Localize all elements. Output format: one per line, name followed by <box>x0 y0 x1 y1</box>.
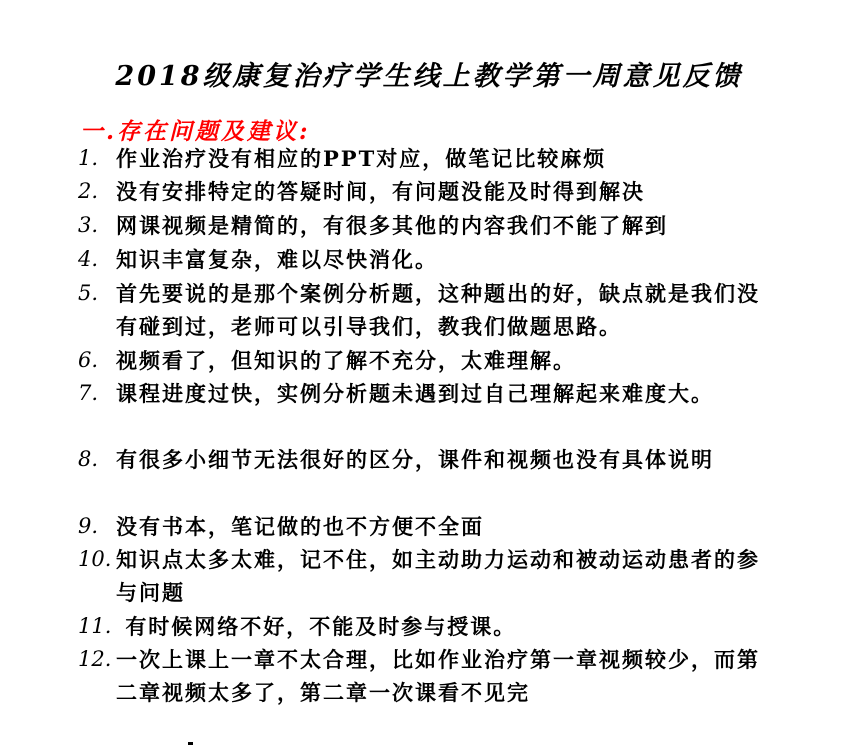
item-text: 没有安排特定的答疑时间，有问题没能及时得到解决 <box>116 179 645 204</box>
item-text: 没有书本，笔记做的也不方便不全面 <box>116 514 484 539</box>
item-number: 6. <box>78 348 99 372</box>
item-text: 作业治疗没有相应的PPT对应，做笔记比较麻烦 <box>116 146 607 171</box>
item-number: 3. <box>78 213 99 237</box>
item-number: 8. <box>78 447 99 471</box>
document-title: 2018级康复治疗学生线上教学第一周意见反馈 <box>115 61 743 92</box>
item-text: 课程进度过快，实例分析题未遇到过自己理解起来难度大。 <box>116 381 714 406</box>
item-text: 知识丰富复杂，难以尽快消化。 <box>116 247 438 272</box>
item-number: 4. <box>78 247 99 271</box>
item-number: 1. <box>78 146 99 170</box>
item-number: 11. <box>78 614 112 638</box>
stray-ink-mark <box>188 742 193 745</box>
item-text: 视频看了，但知识的了解不充分，太难理解。 <box>116 348 576 373</box>
item-number: 10. <box>78 547 112 571</box>
item-number: 9. <box>78 514 99 538</box>
item-text: 首先要说的是那个案例分析题，这种题出的好，缺点就是我们没有碰到过，老师可以引导我们，教我们做题思路。 <box>116 281 760 339</box>
item-number: 12. <box>78 647 112 671</box>
item-number: 5. <box>78 281 99 305</box>
section-heading: 一.存在问题及建议: <box>80 118 311 145</box>
item-number: 2. <box>78 179 99 203</box>
item-text: 有很多小细节无法很好的区分，课件和视频也没有具体说明 <box>116 447 714 472</box>
item-text: 网课视频是精简的，有很多其他的内容我们不能了解到 <box>116 213 668 238</box>
item-text: 知识点太多太难，记不住，如主动助力运动和被动运动患者的参与问题 <box>116 547 760 605</box>
item-number: 7. <box>78 381 99 405</box>
item-text: 有时候网络不好，不能及时参与授课。 <box>116 614 517 639</box>
item-text: 一次上课上一章不太合理，比如作业治疗第一章视频较少，而第二章视频太多了，第二章一次课看不见完 <box>116 647 760 705</box>
